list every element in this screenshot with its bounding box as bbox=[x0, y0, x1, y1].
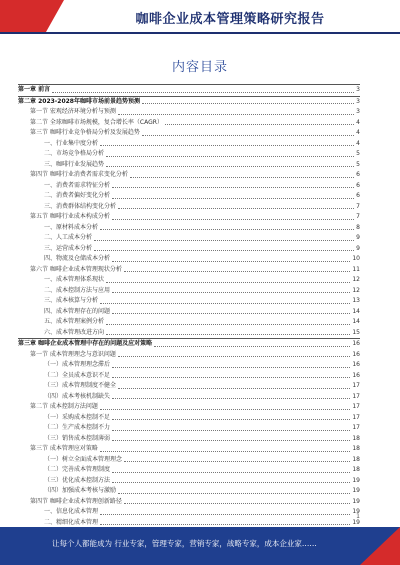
toc-entry[interactable] bbox=[18, 96, 360, 108]
toc-entry[interactable] bbox=[18, 244, 360, 255]
toc-entry-title: 二、精细化成本管理 bbox=[44, 518, 100, 529]
toc-leader-dots bbox=[94, 240, 354, 241]
toc-entry-page: 19 bbox=[352, 508, 360, 515]
toc-entry-title: 四、成本管理存在的问题 bbox=[44, 307, 112, 318]
toc-leader-dots bbox=[112, 440, 350, 441]
toc-leader-dots bbox=[112, 430, 350, 431]
toc-entry-page: 19 bbox=[352, 497, 360, 505]
toc-entry-page: 19 bbox=[352, 518, 360, 526]
toc-leader-dots bbox=[130, 177, 354, 178]
toc-entry[interactable] bbox=[18, 191, 360, 202]
toc-leader-dots bbox=[112, 313, 350, 314]
toc-entry-title: （二）生产成本控制不力 bbox=[44, 423, 112, 434]
toc-entry[interactable] bbox=[18, 413, 360, 424]
toc-entry-page: 17 bbox=[352, 403, 360, 410]
toc-leader-dots bbox=[100, 303, 350, 304]
toc-entry-title: （一）树立全面成本管理理念 bbox=[44, 455, 124, 466]
toc-entry-title: 三、咖啡行业发展趋势 bbox=[44, 160, 106, 171]
toc-entry[interactable] bbox=[18, 455, 360, 466]
toc-entry[interactable] bbox=[18, 486, 360, 497]
toc-leader-dots bbox=[142, 103, 354, 104]
toc-entry-page: 5 bbox=[356, 150, 360, 157]
toc-entry-title: 一、消费者需求特征分析 bbox=[44, 181, 112, 192]
toc-entry-title: 第五节 咖啡行业成本构成分析 bbox=[30, 212, 112, 223]
toc-entry-title: 第三章 咖啡企业成本管理中存在的问题及应对策略 bbox=[18, 339, 154, 350]
toc-entry-page: 16 bbox=[352, 340, 360, 347]
toc-leader-dots bbox=[112, 198, 354, 199]
toc-entry[interactable] bbox=[18, 497, 360, 508]
toc-entry-page: 6 bbox=[356, 181, 360, 189]
toc-entry-page: 4 bbox=[356, 118, 360, 126]
table-of-contents bbox=[18, 84, 360, 539]
toc-entry[interactable] bbox=[18, 476, 360, 487]
toc-entry[interactable] bbox=[18, 212, 360, 223]
toc-entry[interactable] bbox=[18, 360, 360, 371]
toc-entry[interactable] bbox=[18, 296, 360, 307]
toc-leader-dots bbox=[106, 282, 350, 283]
toc-leader-dots bbox=[118, 114, 354, 115]
toc-entry-page: 17 bbox=[352, 382, 360, 389]
toc-entry-title: （一）采购成本控制不足 bbox=[44, 413, 112, 424]
toc-entry[interactable] bbox=[18, 181, 360, 192]
toc-entry-title: 五、成本管理案例分析 bbox=[44, 317, 106, 328]
toc-entry-title: 一、成本管理体系现状 bbox=[44, 275, 106, 286]
toc-entry-title: 第三节 咖啡行业竞争格局分析及发展趋势 bbox=[30, 128, 142, 139]
toc-entry-page: 12 bbox=[352, 286, 360, 294]
toc-leader-dots bbox=[142, 135, 354, 136]
report-title: 咖啡企业成本管理策略研究报告 bbox=[135, 12, 325, 27]
toc-entry-title: 三、运营成本分析 bbox=[44, 244, 94, 255]
toc-entry-page: 11 bbox=[352, 265, 360, 273]
toc-entry-title: 第二章 2023-2028年咖啡市场前景趋势预测 bbox=[18, 97, 142, 108]
toc-entry-page: 13 bbox=[352, 297, 360, 304]
toc-leader-dots bbox=[52, 92, 354, 93]
toc-entry[interactable] bbox=[18, 381, 360, 392]
toc-entry[interactable] bbox=[18, 84, 360, 96]
toc-entry[interactable] bbox=[18, 444, 360, 455]
toc-entry-page: 18 bbox=[352, 455, 360, 463]
toc-entry[interactable] bbox=[18, 170, 360, 181]
toc-entry-title: 二、人工成本分析 bbox=[44, 233, 94, 244]
toc-entry[interactable] bbox=[18, 223, 360, 234]
toc-heading: 内容目录 bbox=[171, 60, 228, 75]
toc-entry-page: 18 bbox=[352, 434, 360, 442]
toc-entry-title: 四、物流及仓储成本分析 bbox=[44, 254, 112, 265]
toc-entry-title: 第二节 全球咖啡市场规模，复合增长率（CAGR） bbox=[30, 118, 165, 129]
toc-leader-dots bbox=[124, 461, 350, 462]
toc-entry-title: 第三节 成本管理应对策略 bbox=[30, 444, 100, 455]
toc-leader-dots bbox=[112, 377, 350, 378]
toc-leader-dots bbox=[100, 409, 350, 410]
toc-leader-dots bbox=[94, 250, 354, 251]
toc-entry-page: 10 bbox=[352, 255, 360, 262]
toc-entry-title: 第一节 成本管理理念与意识问题 bbox=[30, 350, 118, 361]
toc-entry[interactable] bbox=[18, 265, 360, 276]
toc-leader-dots bbox=[112, 219, 354, 220]
toc-entry-page: 17 bbox=[352, 392, 360, 400]
toc-entry[interactable] bbox=[18, 465, 360, 476]
toc-entry[interactable] bbox=[18, 275, 360, 286]
toc-leader-dots bbox=[112, 187, 354, 188]
toc-leader-dots bbox=[165, 124, 354, 125]
toc-entry-title: （四）加强成本考核与激励 bbox=[44, 486, 118, 497]
toc-leader-dots bbox=[106, 166, 354, 167]
toc-entry[interactable] bbox=[18, 371, 360, 382]
toc-entry-page: 16 bbox=[352, 371, 360, 379]
toc-leader-dots bbox=[100, 524, 350, 525]
toc-leader-dots bbox=[112, 367, 350, 368]
toc-entry-title: 二、成本控制方法与应用 bbox=[44, 286, 112, 297]
toc-entry[interactable] bbox=[18, 107, 360, 118]
toc-entry[interactable] bbox=[18, 254, 360, 265]
toc-leader-dots bbox=[112, 292, 350, 293]
toc-entry[interactable] bbox=[18, 160, 360, 171]
toc-leader-dots bbox=[112, 261, 350, 262]
toc-entry-page: 15 bbox=[352, 328, 360, 336]
toc-entry-page: 14 bbox=[352, 318, 360, 325]
toc-entry-title: （二）完善成本管理制度 bbox=[44, 465, 112, 476]
toc-entry-page: 3 bbox=[356, 97, 360, 105]
toc-entry[interactable] bbox=[18, 350, 360, 361]
toc-leader-dots bbox=[106, 156, 354, 157]
toc-leader-dots bbox=[124, 271, 350, 272]
toc-entry-page: 17 bbox=[352, 413, 360, 421]
toc-leader-dots bbox=[112, 482, 350, 483]
toc-entry-title: 第六节 咖啡企业成本管理现状分析 bbox=[30, 265, 124, 276]
toc-entry-title: 第二节 成本控制方法问题 bbox=[30, 402, 100, 413]
toc-leader-dots bbox=[100, 451, 350, 452]
toc-entry[interactable] bbox=[18, 328, 360, 339]
toc-leader-dots bbox=[118, 356, 350, 357]
toc-leader-dots bbox=[100, 145, 354, 146]
toc-leader-dots bbox=[106, 334, 350, 335]
toc-entry-title: 第四节 咖啡企业成本管理创新路径 bbox=[30, 497, 124, 508]
toc-entry-page: 4 bbox=[356, 129, 360, 136]
toc-entry-page: 16 bbox=[352, 350, 360, 358]
header-red-stripe bbox=[0, 0, 46, 32]
toc-entry[interactable] bbox=[18, 149, 360, 160]
toc-entry-page: 14 bbox=[352, 307, 360, 315]
page-number: 1 bbox=[356, 513, 360, 520]
toc-entry-title: 第一节 宏观经济环境分析与预测 bbox=[30, 107, 118, 118]
toc-entry[interactable] bbox=[18, 202, 360, 213]
toc-entry-page: 8 bbox=[356, 223, 360, 231]
toc-leader-dots bbox=[118, 388, 350, 389]
toc-entry-title: 六、成本管理改进方向 bbox=[44, 328, 106, 339]
toc-entry-title: 一、原材料成本分析 bbox=[44, 223, 100, 234]
toc-entry-page: 19 bbox=[352, 487, 360, 494]
header-red-stripe-tip bbox=[46, 0, 64, 32]
toc-entry-page: 9 bbox=[356, 244, 360, 252]
toc-entry-page: 17 bbox=[352, 424, 360, 431]
toc-entry-page: 7 bbox=[356, 213, 360, 220]
toc-entry-page: 9 bbox=[356, 234, 360, 241]
toc-entry-page: 3 bbox=[356, 108, 360, 115]
footer-red-corner bbox=[360, 527, 400, 565]
toc-leader-dots bbox=[118, 208, 354, 209]
toc-entry-page: 6 bbox=[356, 171, 360, 178]
page-header bbox=[0, 0, 400, 34]
toc-leader-dots bbox=[118, 493, 350, 494]
toc-entry-title: 第四节 咖啡行业消费者需求变化分析 bbox=[30, 170, 130, 181]
toc-entry-title: （三）优化成本控制方法 bbox=[44, 476, 112, 487]
toc-entry[interactable] bbox=[18, 423, 360, 434]
toc-entry[interactable] bbox=[18, 128, 360, 139]
toc-entry[interactable] bbox=[18, 139, 360, 150]
toc-entry-page: 4 bbox=[356, 139, 360, 147]
toc-entry-title: 一、行业集中度分析 bbox=[44, 139, 100, 150]
footer-slogan: 让每个人都能成为 行业专家，管理专家，营销专家，战略专家，成本企业家…… bbox=[52, 539, 317, 548]
toc-entry-title: （一）成本管理理念滞后 bbox=[44, 360, 112, 371]
toc-entry-page: 16 bbox=[352, 361, 360, 368]
toc-entry[interactable] bbox=[18, 317, 360, 328]
toc-entry[interactable] bbox=[18, 118, 360, 129]
toc-entry-title: （二）全员成本意识不足 bbox=[44, 371, 112, 382]
toc-entry[interactable] bbox=[18, 434, 360, 445]
toc-entry-title: 二、市场竞争格局分析 bbox=[44, 149, 106, 160]
toc-entry[interactable] bbox=[18, 307, 360, 318]
toc-entry-title: 三、成本核算与分析 bbox=[44, 296, 100, 307]
toc-entry-title: 第一章 前言 bbox=[18, 85, 52, 96]
header-divider bbox=[0, 32, 400, 34]
toc-entry-page: 6 bbox=[356, 192, 360, 199]
toc-leader-dots bbox=[100, 229, 354, 230]
toc-entry-title: （三）销售成本控制薄弱 bbox=[44, 434, 112, 445]
toc-leader-dots bbox=[112, 472, 350, 473]
toc-entry-title: （四）成本考核机制缺失 bbox=[44, 392, 112, 403]
toc-entry-title: 一、信息化成本管理 bbox=[44, 507, 100, 518]
toc-entry[interactable] bbox=[18, 402, 360, 413]
toc-leader-dots bbox=[124, 503, 350, 504]
toc-entry-page: 12 bbox=[352, 276, 360, 283]
toc-entry[interactable] bbox=[18, 233, 360, 244]
toc-entry[interactable] bbox=[18, 338, 360, 350]
toc-entry-page: 3 bbox=[356, 86, 360, 93]
toc-entry[interactable] bbox=[18, 286, 360, 297]
toc-entry-title: （三）成本管理制度不健全 bbox=[44, 381, 118, 392]
toc-entry-title: 三、消费群体结构变化分析 bbox=[44, 202, 118, 213]
toc-entry-page: 18 bbox=[352, 466, 360, 473]
toc-leader-dots bbox=[154, 346, 350, 347]
toc-entry-page: 18 bbox=[352, 445, 360, 452]
toc-entry-page: 5 bbox=[356, 160, 360, 168]
toc-leader-dots bbox=[112, 419, 350, 420]
toc-entry-title: 二、消费者偏好变化分析 bbox=[44, 191, 112, 202]
toc-entry[interactable] bbox=[18, 392, 360, 403]
toc-leader-dots bbox=[112, 398, 350, 399]
toc-entry-page: 7 bbox=[356, 202, 360, 210]
toc-leader-dots bbox=[106, 324, 350, 325]
toc-entry-page: 19 bbox=[352, 476, 360, 484]
